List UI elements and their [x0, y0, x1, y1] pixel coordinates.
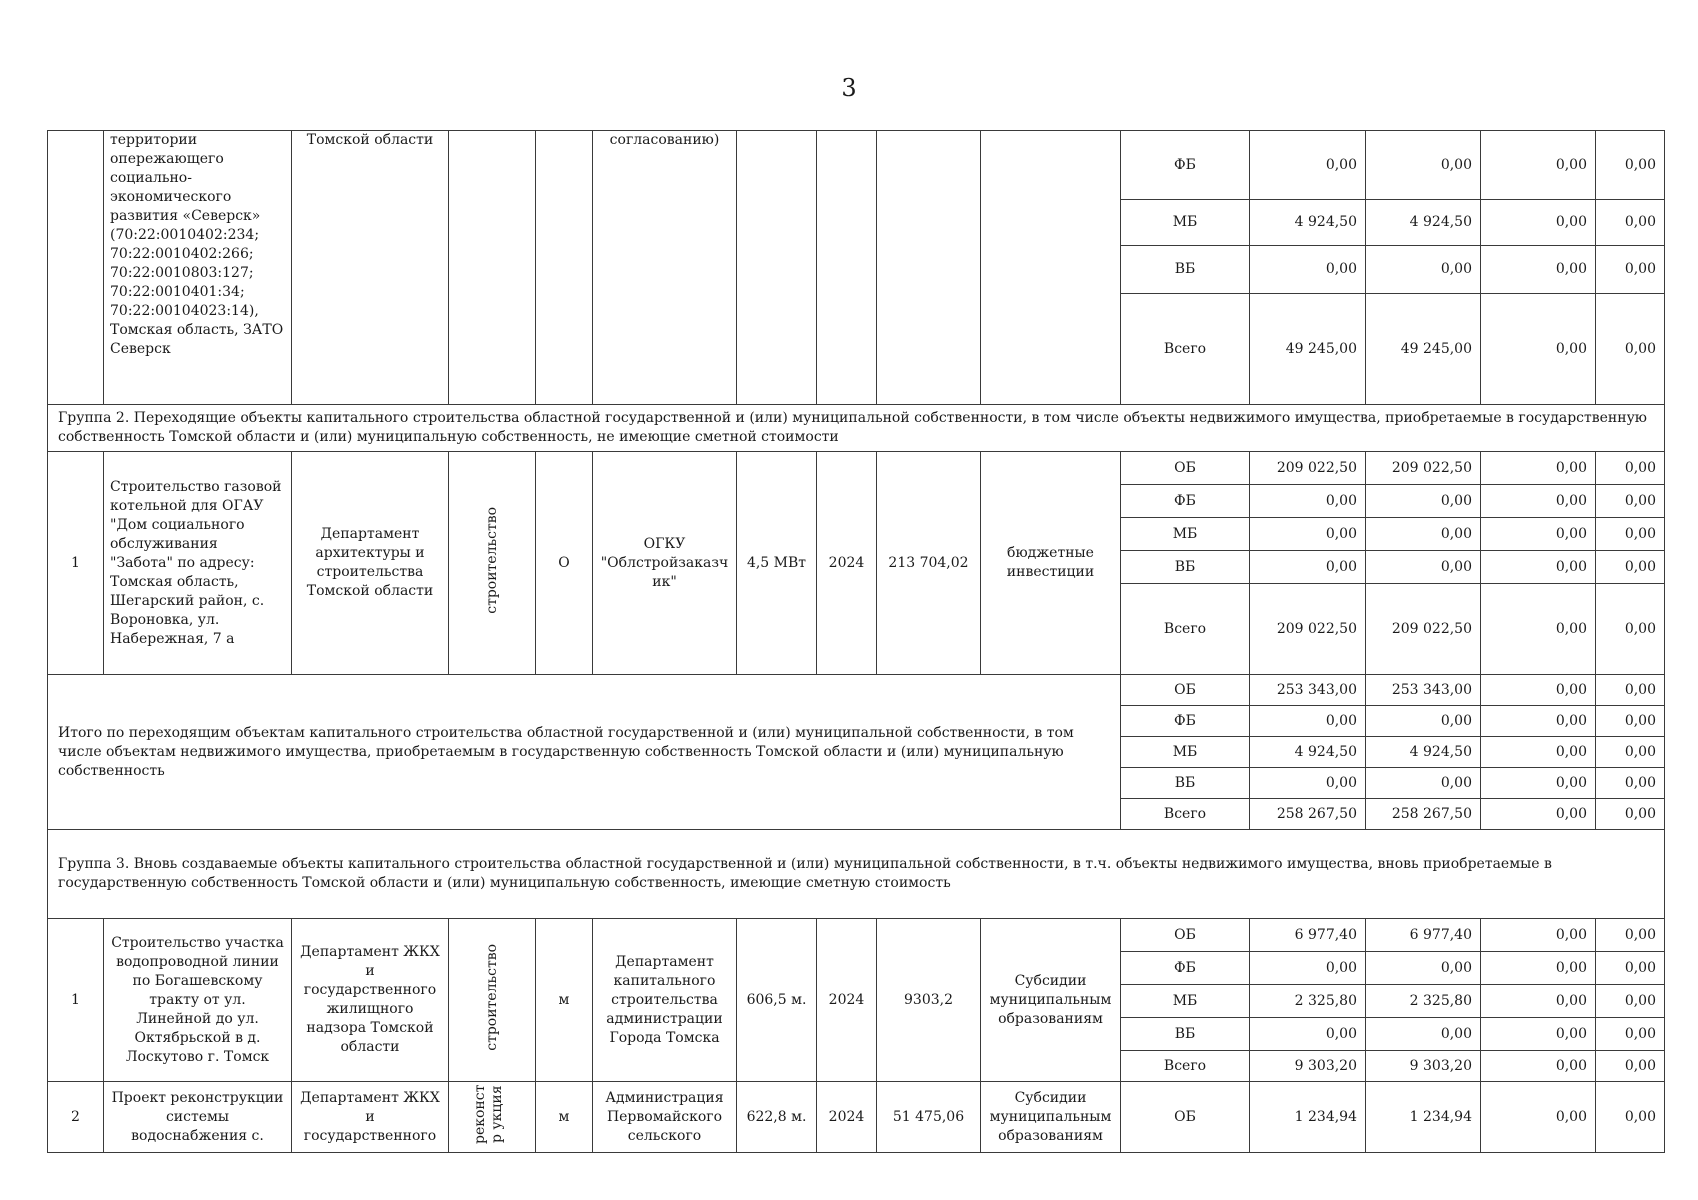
- cell-cost: 213 704,02: [877, 452, 981, 675]
- cell-object-name: Строительство газовой котельной для ОГАУ "Дом социального обслуживания "Забота" по адресу: Томская область, Шегарский район, с. Вороновка, ул. Набережная, 7 а: [104, 452, 292, 675]
- cell-year: 2024: [817, 1082, 877, 1153]
- fund-value: 0,00: [1481, 952, 1596, 985]
- fund-value: 0,00: [1366, 1018, 1481, 1051]
- cell-capacity: [737, 131, 817, 405]
- cell-cost: 51 475,06: [877, 1082, 981, 1153]
- fund-value: 0,00: [1481, 919, 1596, 952]
- fund-value: 0,00: [1366, 706, 1481, 737]
- cell-year: 2024: [817, 919, 877, 1082]
- fund-value: 209 022,50: [1366, 584, 1481, 675]
- fund-value: 0,00: [1481, 131, 1596, 200]
- group-3-title: Группа 3. Вновь создаваемые объекты капитального строительства областной государственной и (или) муниципальной собственности, в т.ч. объекты недвижимого имущества, вновь приобретаемые в государственную собственность Томской области и (или) муниципальную собственность, имеющие сметную стоимость: [48, 830, 1665, 919]
- fund-value: 0,00: [1596, 768, 1665, 799]
- fund-source: ОБ: [1121, 919, 1250, 952]
- fund-source: ВБ: [1121, 768, 1250, 799]
- fund-value: 0,00: [1250, 485, 1366, 518]
- cell-organization: Департамент ЖКХ и государственного жилищного надзора Томской области: [292, 919, 449, 1082]
- fund-value: 253 343,00: [1366, 675, 1481, 706]
- fund-source: ВБ: [1121, 246, 1250, 294]
- cell-customer: Администрация Первомайского сельского: [593, 1082, 737, 1153]
- fund-source: Всего: [1121, 584, 1250, 675]
- fund-value: 209 022,50: [1366, 452, 1481, 485]
- fund-value: 0,00: [1596, 706, 1665, 737]
- fund-value: 0,00: [1596, 485, 1665, 518]
- fund-value: 6 977,40: [1250, 919, 1366, 952]
- page-number: 3: [841, 74, 857, 102]
- fund-value: 0,00: [1366, 131, 1481, 200]
- fund-source: Всего: [1121, 294, 1250, 405]
- fund-value: 9 303,20: [1366, 1051, 1481, 1082]
- fund-source: Всего: [1121, 1051, 1250, 1082]
- cell-capacity: 622,8 м.: [737, 1082, 817, 1153]
- cell-object-name: Проект реконструкции системы водоснабжения с.: [104, 1082, 292, 1153]
- group-header-row: [48, 830, 1665, 919]
- fund-value: 49 245,00: [1366, 294, 1481, 405]
- cell-form: Субсидии муниципальным образованиям: [981, 1082, 1121, 1153]
- table-row: [48, 452, 1665, 485]
- total-row: [48, 675, 1665, 706]
- cell-customer: ОГКУ "Облстройзаказчик": [593, 452, 737, 675]
- fund-value: 0,00: [1250, 706, 1366, 737]
- fund-value: 9 303,20: [1250, 1051, 1366, 1082]
- cell-form: [981, 131, 1121, 405]
- fund-value: 209 022,50: [1250, 584, 1366, 675]
- fund-value: 0,00: [1481, 706, 1596, 737]
- fund-value: 0,00: [1481, 584, 1596, 675]
- cell-num: 2: [48, 1082, 104, 1153]
- fund-source: ФБ: [1121, 131, 1250, 200]
- cell-year: [817, 131, 877, 405]
- type-label: строительство: [483, 506, 500, 614]
- fund-value: 0,00: [1481, 246, 1596, 294]
- fund-value: 0,00: [1596, 1018, 1665, 1051]
- fund-value: 0,00: [1250, 768, 1366, 799]
- fund-value: 0,00: [1366, 485, 1481, 518]
- fund-value: 4 924,50: [1250, 737, 1366, 768]
- group-2-title: Группа 2. Переходящие объекты капитального строительства областной государственной и (или) муниципальной собственности, в том числе объекты недвижимого имущества, приобретаемые в государственную собственность Томской области и (или) муниципальную собственность, не имеющие сметной стоимости: [48, 405, 1665, 452]
- fund-value: 6 977,40: [1366, 919, 1481, 952]
- fund-value: 0,00: [1596, 1051, 1665, 1082]
- fund-value: 0,00: [1250, 131, 1366, 200]
- fund-value: 209 022,50: [1250, 452, 1366, 485]
- fund-value: 0,00: [1366, 768, 1481, 799]
- investment-table: [47, 130, 1665, 1153]
- fund-value: 0,00: [1366, 952, 1481, 985]
- cell-type: [449, 919, 536, 1082]
- cell-num: 1: [48, 919, 104, 1082]
- fund-value: 0,00: [1596, 200, 1665, 246]
- fund-value: 0,00: [1596, 584, 1665, 675]
- table-row: [48, 1082, 1665, 1153]
- fund-source: МБ: [1121, 985, 1250, 1018]
- cell-customer: Департамент капитального строительства администрации Города Томска: [593, 919, 737, 1082]
- fund-value: 258 267,50: [1250, 799, 1366, 830]
- fund-source: МБ: [1121, 737, 1250, 768]
- table-row: [48, 131, 1665, 200]
- fund-value: 0,00: [1481, 1082, 1596, 1153]
- cell-year: 2024: [817, 452, 877, 675]
- fund-value: 0,00: [1250, 952, 1366, 985]
- fund-value: 0,00: [1250, 551, 1366, 584]
- type-label: строительство: [483, 943, 500, 1051]
- fund-source: ВБ: [1121, 551, 1250, 584]
- cell-flag: м: [536, 919, 593, 1082]
- fund-value: 0,00: [1481, 1051, 1596, 1082]
- fund-value: 0,00: [1596, 919, 1665, 952]
- cell-cost: [877, 131, 981, 405]
- cell-customer: согласованию): [593, 131, 737, 405]
- fund-value: 0,00: [1481, 799, 1596, 830]
- cell-form: Субсидии муниципальным образованиям: [981, 919, 1121, 1082]
- fund-value: 0,00: [1481, 200, 1596, 246]
- cell-type: [449, 131, 536, 405]
- fund-value: 0,00: [1366, 551, 1481, 584]
- fund-value: 0,00: [1366, 518, 1481, 551]
- fund-source: ФБ: [1121, 706, 1250, 737]
- fund-value: 49 245,00: [1250, 294, 1366, 405]
- fund-value: 0,00: [1596, 518, 1665, 551]
- fund-value: 0,00: [1481, 518, 1596, 551]
- total-label: Итого по переходящим объектам капитального строительства областной государственной и (или) муниципальной собственности, в том числе объектам недвижимого имущества, приобретаемым в государственную собственность Томской области и (или) муниципальную собственность: [48, 675, 1121, 830]
- fund-value: 1 234,94: [1250, 1082, 1366, 1153]
- fund-value: 0,00: [1596, 131, 1665, 200]
- cell-object-name: Строительство участка водопроводной линии по Богашевскому тракту от ул. Линейной до ул. Октябрьской в д. Лоскутово г. Томск: [104, 919, 292, 1082]
- fund-value: 2 325,80: [1366, 985, 1481, 1018]
- cell-object-name: территории опережающего социально-экономического развития «Северск» (70:22:0010402:234; 70:22:0010402:266; 70:22:0010803:127; 70:22:0010401:34; 70:22:00104023:14), Томская область, ЗАТО Северск: [104, 131, 292, 405]
- cell-capacity: 606,5 м.: [737, 919, 817, 1082]
- fund-value: 0,00: [1481, 768, 1596, 799]
- fund-value: 0,00: [1596, 799, 1665, 830]
- fund-value: 0,00: [1596, 1082, 1665, 1153]
- fund-source: ОБ: [1121, 1082, 1250, 1153]
- fund-value: 2 325,80: [1250, 985, 1366, 1018]
- fund-source: Всего: [1121, 799, 1250, 830]
- fund-source: ОБ: [1121, 675, 1250, 706]
- fund-value: 0,00: [1596, 737, 1665, 768]
- fund-value: 258 267,50: [1366, 799, 1481, 830]
- fund-source: ФБ: [1121, 485, 1250, 518]
- cell-organization: Департамент архитектуры и строительства Томской области: [292, 452, 449, 675]
- type-label: реконстр укция: [472, 1084, 505, 1144]
- fund-source: ОБ: [1121, 452, 1250, 485]
- fund-value: 0,00: [1481, 551, 1596, 584]
- fund-value: 0,00: [1481, 485, 1596, 518]
- cell-form: бюджетные инвестиции: [981, 452, 1121, 675]
- fund-value: 0,00: [1250, 246, 1366, 294]
- fund-value: 4 924,50: [1366, 737, 1481, 768]
- fund-value: 253 343,00: [1250, 675, 1366, 706]
- fund-source: МБ: [1121, 518, 1250, 551]
- fund-value: 0,00: [1596, 675, 1665, 706]
- fund-value: 0,00: [1596, 985, 1665, 1018]
- fund-value: 0,00: [1481, 452, 1596, 485]
- fund-source: ВБ: [1121, 1018, 1250, 1051]
- fund-value: 0,00: [1596, 551, 1665, 584]
- table-row: [48, 919, 1665, 952]
- group-header-row: [48, 405, 1665, 452]
- cell-type: [449, 1082, 536, 1153]
- fund-value: 0,00: [1250, 1018, 1366, 1051]
- fund-value: 4 924,50: [1250, 200, 1366, 246]
- cell-num: [48, 131, 104, 405]
- cell-flag: О: [536, 452, 593, 675]
- fund-value: 1 234,94: [1366, 1082, 1481, 1153]
- fund-value: 0,00: [1366, 246, 1481, 294]
- fund-value: 0,00: [1481, 675, 1596, 706]
- fund-value: 0,00: [1596, 452, 1665, 485]
- fund-value: 0,00: [1481, 985, 1596, 1018]
- fund-value: 0,00: [1596, 246, 1665, 294]
- fund-source: ФБ: [1121, 952, 1250, 985]
- fund-value: 0,00: [1481, 1018, 1596, 1051]
- fund-value: 4 924,50: [1366, 200, 1481, 246]
- cell-num: 1: [48, 452, 104, 675]
- fund-value: 0,00: [1596, 294, 1665, 405]
- fund-value: 0,00: [1250, 518, 1366, 551]
- fund-value: 0,00: [1481, 737, 1596, 768]
- cell-flag: [536, 131, 593, 405]
- fund-value: 0,00: [1481, 294, 1596, 405]
- cell-organization: Томской области: [292, 131, 449, 405]
- cell-flag: м: [536, 1082, 593, 1153]
- cell-type: [449, 452, 536, 675]
- cell-cost: 9303,2: [877, 919, 981, 1082]
- fund-source: МБ: [1121, 200, 1250, 246]
- cell-capacity: 4,5 МВт: [737, 452, 817, 675]
- cell-organization: Департамент ЖКХ и государственного: [292, 1082, 449, 1153]
- fund-value: 0,00: [1596, 952, 1665, 985]
